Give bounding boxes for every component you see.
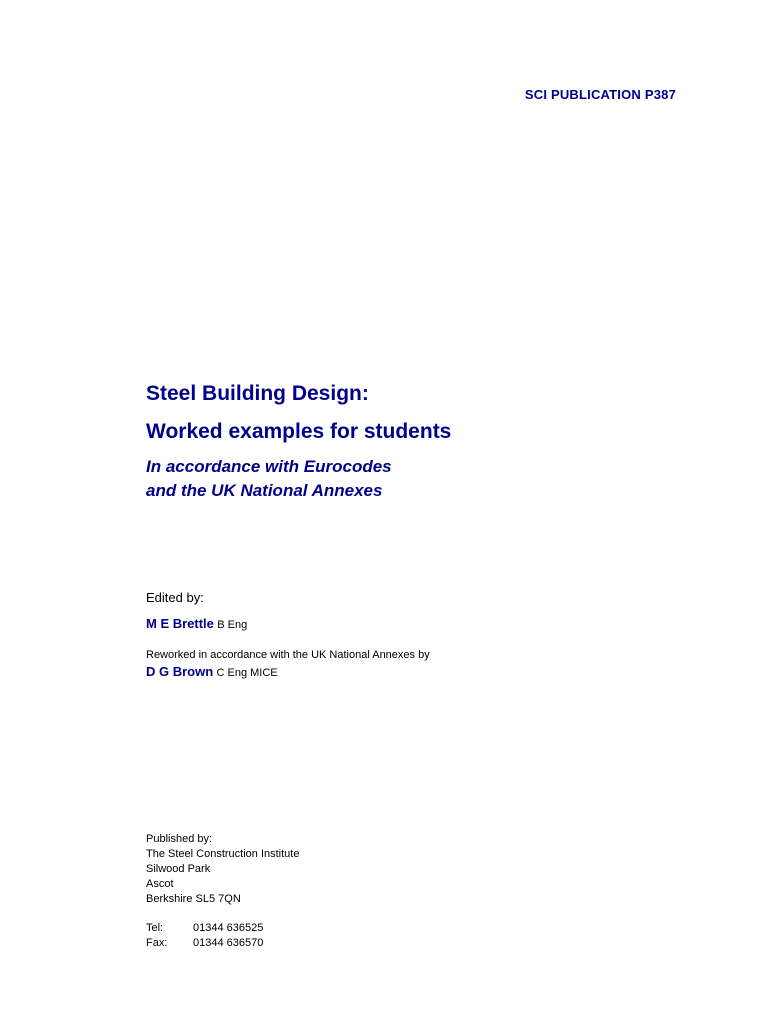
publisher-address-line: Berkshire SL5 7QN	[146, 893, 241, 905]
editor-credit	[146, 616, 247, 631]
telephone-row	[146, 921, 263, 936]
publisher-address-line: Ascot	[146, 878, 174, 890]
fax-row	[146, 936, 263, 951]
title-line-2: Worked examples for students	[146, 420, 452, 443]
telephone-number: 01344 636525	[193, 922, 264, 934]
title-line-1: Steel Building Design:	[146, 382, 369, 405]
fax-number: 01344 636570	[193, 937, 264, 949]
subtitle-line-1: In accordance with Eurocodes	[146, 457, 392, 476]
rework-note: Reworked in accordance with the UK National Annexes by	[146, 649, 430, 661]
publisher-block	[146, 832, 299, 907]
publication-code: SCI PUBLICATION P387	[524, 87, 676, 102]
publisher-heading: Published by:	[146, 833, 213, 845]
contact-block	[146, 921, 263, 951]
publisher-address-line: The Steel Construction Institute	[146, 848, 300, 860]
edited-by-heading: Edited by:	[146, 590, 204, 605]
reworker-name: D G Brown	[146, 664, 214, 679]
telephone-label: Tel:	[146, 922, 164, 934]
editor-qualifications: B Eng	[217, 619, 248, 631]
reworker-qualifications: C Eng MICE	[216, 667, 278, 679]
editor-name: M E Brettle	[146, 616, 214, 631]
reworker-credit	[146, 664, 278, 679]
publisher-address-line: Silwood Park	[146, 863, 211, 875]
fax-label: Fax:	[146, 937, 168, 949]
subtitle-line-2: and the UK National Annexes	[146, 481, 383, 500]
